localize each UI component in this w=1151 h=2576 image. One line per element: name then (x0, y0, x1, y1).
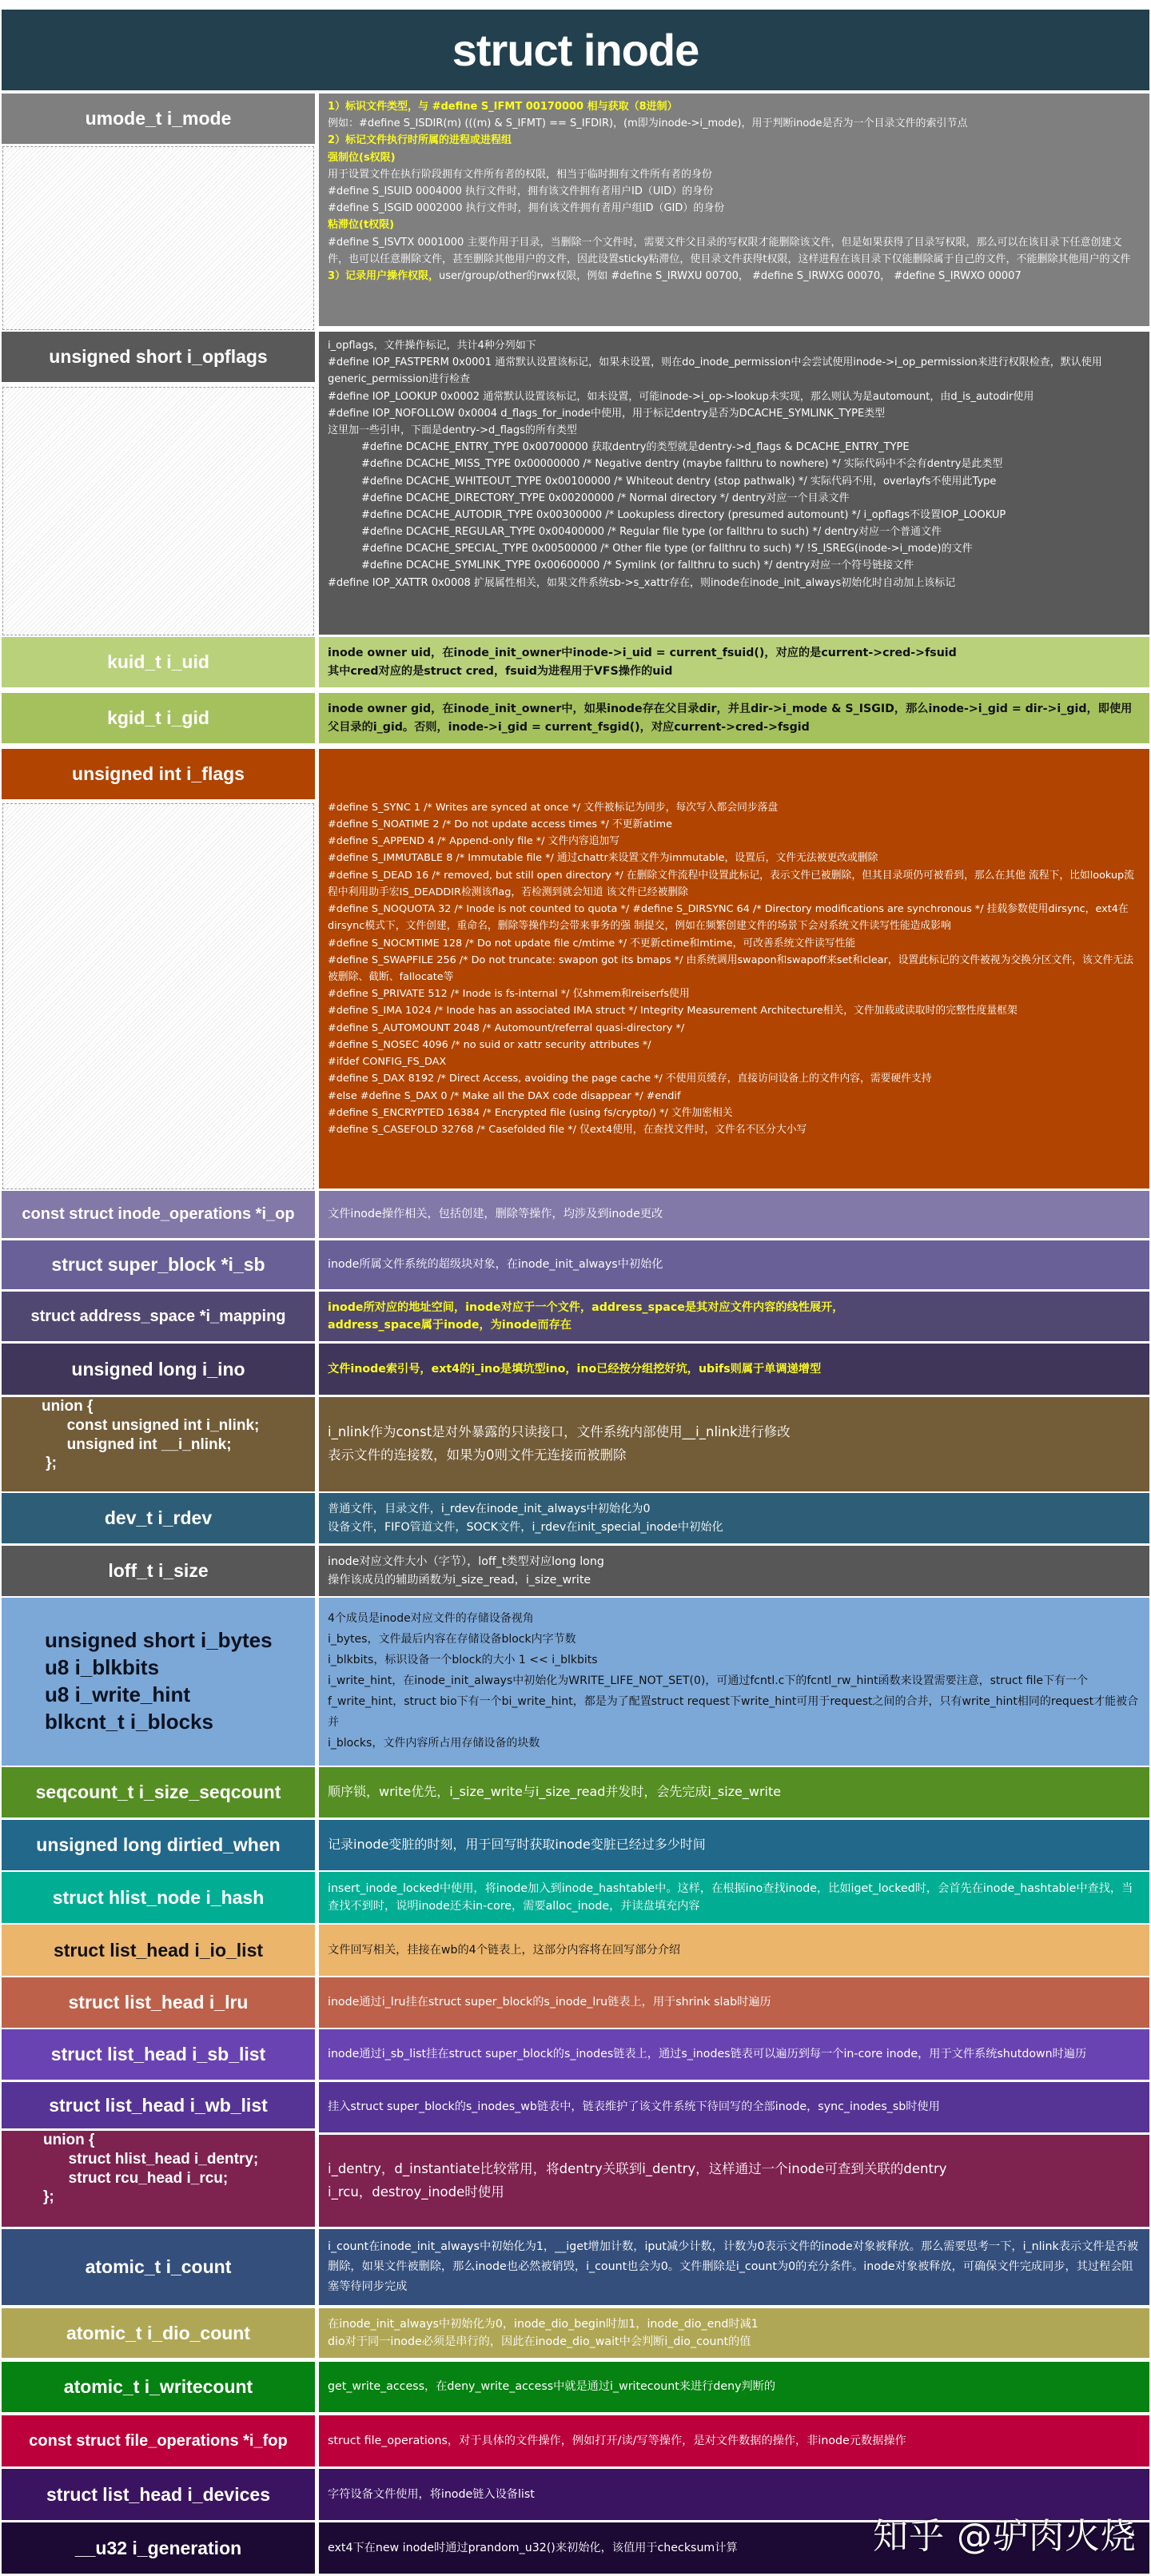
field-description: 文件inode索引号，ext4的i_ino是填坑型ino，ino已经按分组挖好坑，ubifs则属于单调递增型 (319, 1344, 1149, 1395)
field-label: struct list_head i_io_list (2, 1925, 315, 1976)
field-label: struct super_block *i_sb (2, 1240, 315, 1289)
field-description: 挂入struct super_block的s_inodes_wb链表中，链表维护了该文件系统下待回写的全部inode，sync_inodes_sb时使用 (319, 2082, 1149, 2132)
field-label: const struct file_operations *i_fop (2, 2415, 315, 2467)
field-description: #define S_SYNC 1 /* Writes are synced at once */ 文件被标记为同步，每次写入都会同步落盘 #define S_NOATIME 2 /* Do not update access times */ 不更新atime #define S_APPEND 4 /* Append-only file */ 文件内容追加写 #define S_IMMUTABLE 8 /* Immutable file */ 通过chattr来设置文件为immutable，设置后，文件无法被更改或删除 #define S_DEAD 16 /* removed, but still open directory */ 在删除文件流程中设置此标记，表示文件已被删除，但其目录项仍可被看到，那么在其他 流程下，比如lookup流程中利用助手宏IS_DEADDIR检测该flag，若检测到就会知道 该文件已经被删除 #define S_NOQUOTA 32 /* Inode is not counted to quota */ #define S_DIRSYNC 64 /* Directory modifications are synchronous */ 挂载参数使用dirsync，ext4在dirsync模式下，文件创建，重命名，删除等操作均会带来事务的强 制提交，例如在频繁创建文件的场景下会对系统文件读写性能造成影响 #define S_NOCMTIME 128 /* Do not update file c/mtime */ 不更新ctime和mtime，可改善系统文件读写性能 #define S_SWAPFILE 256 /* Do not truncate: swapon got its bmaps */ 由系统调用swapon和swapoff来set和clear，设置此标记的文件被视为交换分区文件，该文件无法被删除、截断、fallocate等 #define S_PRIVATE 512 /* Inode is fs-internal */ 仅shmem和reiserfs使用 #define S_IMA 1024 /* Inode has an associated IMA struct */ Integrity Measurement Architecture相关，文件加载或读取时的完整性度量框架 #define S_AUTOMOUNT 2048 /* Automount/referral quasi-directory */ #define S_NOSEC 4096 /* no suid or xattr security attributes */ #ifdef CONFIG_FS_DAX #define S_DAX 8192 /* Direct Access, avoiding the page cache */ 不使用页缓存，直接访问设备上的文件内容，需要硬件支持 #else #define S_DAX 0 /* Make all the DAX code disappear */ #endif #define S_ENCRYPTED 16384 /* Encrypted file (using fs/crypto/) */ 文件加密相关 #define S_CASEFOLD 32768 /* Casefolded file */ 仅ext4使用，在查找文件时，文件名不区分大小写 (319, 749, 1149, 1188)
title-banner (2, 10, 1149, 90)
field-description: i_count在inode_init_always中初始化为1，__iget增加计数，iput减少计数，计数为0表示文件的inode对象被释放。那么需要思考一下，i_nlink表示文件是否被删除，如果文件被删除，那么inode也必然被销毁，i_count也会为0。文件删除是i_count为0的充分条件。inode对象被释放，可确保文件完成同步，其过程会阻塞等待同步完成 (319, 2229, 1149, 2305)
field-description: 文件回写相关，挂接在wb的4个链表上，这部分内容将在回写部分介绍 (319, 1925, 1149, 1976)
field-description: inode所对应的地址空间，inode对应于一个文件，address_space是其对应文件内容的线性展开， address_space属于inode，为inode而存在 (319, 1292, 1149, 1341)
field-description: i_opflags，文件操作标记，共计4种分列如下 #define IOP_FASTPERM 0x0001 通常默认设置该标记，如果未设置，则在do_inode_permission中会尝试使用inode->i_op_permission来进行权限检查，默认使用generic_permission进行检查 #define IOP_LOOKUP 0x0002 通常默认设置该标记，如未设置，可能inode->i_op->lookup未实现，那么则认为是automount，由d_is_autodir使用 #define IOP_NOFOLLOW 0x0004 d_flags_for_inode中使用，用于标记dentry是否为DCACHE_SYMLINK_TYPE类型 这里加一些引申，下面是dentry->d_flags的所有类型 #define DCACHE_ENTRY_TYPE 0x00700000 获取dentry的类型就是dentry->d_flags & DCACHE_ENTRY_TYPE #define DCACHE_MISS_TYPE 0x00000000 /* Negative dentry (maybe fallthru to nowhere) */ 实际代码中不会有dentry是此类型 #define DCACHE_WHITEOUT_TYPE 0x00100000 /* Whiteout dentry (stop pathwalk) */ 实际代码不用，overlayfs不使用此Type #define DCACHE_DIRECTORY_TYPE 0x00200000 /* Normal directory */ dentry对应一个目录文件 #define DCACHE_AUTODIR_TYPE 0x00300000 /* Lookupless directory (presumed automount) */ i_opflags不设置IOP_LOOKUP #define DCACHE_REGULAR_TYPE 0x00400000 /* Regular file type (or fallthru to such) */ dentry对应一个普通文件 #define DCACHE_SPECIAL_TYPE 0x00500000 /* Other file type (or fallthru to such) */ !S_ISREG(inode->i_mode)的文件 #define DCACHE_SYMLINK_TYPE 0x00600000 /* Symlink (or fallthru to such) */ dentry对应一个符号链接文件 #define IOP_XATTR 0x0008 扩展属性相关，如果文件系统sb->s_xattr存在，则inode在inode_init_always初始化时自动加上该标记 (319, 332, 1149, 635)
field-description: insert_inode_locked中使用，将inode加入到inode_hashtable中。这样，在根据ino查找inode，比如iget_locked时，会首先在inode_hashtable中查找，当查找不到时，说明inode还未in-core，需要alloc_inode，并读盘填充内容 (319, 1872, 1149, 1923)
field-description: i_nlink作为const是对外暴露的只读接口，文件系统内部使用__i_nlink进行修改 表示文件的连接数，如果为0则文件无连接而被删除 (319, 1397, 1149, 1491)
field-label: const struct inode_operations *i_op (2, 1191, 315, 1238)
placeholder-area (2, 146, 314, 330)
field-label: unsigned int i_flags (2, 749, 315, 799)
field-label: loff_t i_size (2, 1546, 315, 1596)
field-description: 字符设备文件使用，将inode链入设备list (319, 2469, 1149, 2520)
field-label: struct list_head i_lru (2, 1977, 315, 2028)
field-label: unsigned short i_bytes u8 i_blkbits u8 i_write_hint blkcnt_t i_blocks (2, 1598, 315, 1766)
field-description: inode owner uid，在inode_init_owner中inode->i_uid = current_fsuid()，对应的是current->cred->fsuid 其中cred对应的是struct cred，fsuid为进程用于VFS操作的uid (319, 637, 1149, 687)
field-label: atomic_t i_writecount (2, 2362, 315, 2412)
field-description: 文件inode操作相关，包括创建，删除等操作，均涉及到inode更改 (319, 1191, 1149, 1238)
watermark: 知乎 @驴肉火烧 (873, 2516, 1137, 2557)
placeholder-area (2, 803, 314, 1189)
field-label: unsigned short i_opflags (2, 332, 315, 382)
placeholder-area (2, 387, 314, 635)
field-description: inode通过i_lru挂在struct super_block的s_inode_lru链表上，用于shrink slab时遍历 (319, 1977, 1149, 2028)
field-description: inode所属文件系统的超级块对象，在inode_init_always中初始化 (319, 1240, 1149, 1289)
field-label: seqcount_t i_size_seqcount (2, 1767, 315, 1818)
field-label: struct hlist_node i_hash (2, 1872, 315, 1923)
page-title: struct inode (452, 25, 699, 75)
field-label: unsigned long i_ino (2, 1344, 315, 1395)
field-label: kuid_t i_uid (2, 637, 315, 687)
field-label: struct list_head i_devices (2, 2469, 315, 2520)
field-label: struct list_head i_wb_list (2, 2082, 315, 2128)
field-label: atomic_t i_count (2, 2229, 315, 2305)
field-description: inode通过i_sb_list挂在struct super_block的s_inodes链表上，通过s_inodes链表可以遍历到每一个in-core inode，用于文件系统shutdown时遍历 (319, 2029, 1149, 2080)
field-label: union { const unsigned int i_nlink; unsigned int __i_nlink; }; (2, 1397, 315, 1491)
field-label: __u32 i_generation (2, 2522, 315, 2574)
field-description: 顺序锁，write优先，i_size_write与i_size_read并发时，会先完成i_size_write (319, 1767, 1149, 1818)
field-description: inode对应文件大小（字节），loff_t类型对应long long 操作该成员的辅助函数为i_size_read，i_size_write (319, 1546, 1149, 1596)
field-label: kgid_t i_gid (2, 693, 315, 743)
field-description: 普通文件，目录文件，i_rdev在inode_init_always中初始化为0 设备文件，FIFO管道文件，SOCK文件，i_rdev在init_special_inode中初始化 (319, 1493, 1149, 1543)
field-description: 在inode_init_always中初始化为0，inode_dio_begin时加1，inode_dio_end时减1 dio对于同一inode必须是串行的，因此在inode_dio_wait中会判断i_dio_count的值 (319, 2308, 1149, 2358)
field-description: ext4下在new inode时通过prandom_u32()来初始化，该值用于checksum计算 (319, 2522, 1149, 2574)
field-label: umode_t i_mode (2, 94, 315, 144)
field-label: dev_t i_rdev (2, 1493, 315, 1543)
field-description: get_write_access，在deny_write_access中就是通过i_writecount来进行deny判断的 (319, 2362, 1149, 2412)
field-description: inode owner gid，在inode_init_owner中，如果inode存在父目录dir，并且dir->i_mode & S_ISGID，那么inode->i_gid = dir->i_gid，即使用父目录的i_gid。否则，inode->i_gid = current_fsgid()，对应current->cred->fsgid (319, 693, 1149, 743)
field-label: struct address_space *i_mapping (2, 1292, 315, 1341)
field-label: unsigned long dirtied_when (2, 1820, 315, 1870)
field-description: 1）标识文件类型，与 #define S_IFMT 00170000 相与获取（8进制） 例如：#define S_ISDIR(m) (((m) & S_IFMT) == S_IFDIR)，(m即为inode->i_mode)，用于判断inode是否为一个目录文件的索引节点 2）标记文件执行时所属的进程或进程组 强制位(s权限) 用于设置文件在执行阶段拥有文件所有者的权限，相当于临时拥有文件所有者的身份 #define S_ISUID 0004000 执行文件时，拥有该文件拥有者用户ID（UID）的身份 #define S_ISGID 0002000 执行文件时，拥有该文件拥有者用户组ID（GID）的身份 粘滞位(t权限) #define S_ISVTX 0001000 主要作用于目录，当删除一个文件时，需要文件父目录的写权限才能删除该文件，但是如果获得了目录写权限，那么可以在该目录下任意创建文件，也可以任意删除文件，甚至删除其他用户的文件，因此设置sticky粘滞位，使目录文件获得t权限，这样进程在该目录下仅能删除属于自己的文件，不能删除其他用户的文件 3）记录用户操作权限，user/group/other的rwx权限，例如 #define S_IRWXU 00700， #define S_IRWXG 00070， #define S_IRWXO 00007 (319, 94, 1149, 326)
field-description: struct file_operations，对于具体的文件操作，例如打开/读/写等操作，是对文件数据的操作，非inode元数据操作 (319, 2415, 1149, 2467)
field-description: i_dentry，d_instantiate比较常用，将dentry关联到i_dentry，这样通过一个inode可查到关联的dentry i_rcu，destroy_inode时使用 (319, 2135, 1149, 2227)
field-description: 4个成员是inode对应文件的存储设备视角 i_bytes，文件最后内容在存储设备block内字节数 i_blkbits，标识设备一个block的大小 1 << i_blkbits i_write_hint，在inode_init_always中初始化为WRITE_LIFE_NOT_SET(0)，可通过fcntl.c下的fcntl_rw_hint函数来设置需要注意，struct file下有一个f_write_hint，struct bio下有一个bi_write_hint，都是为了配置struct request下write_hint可用于request之间的合并，只有write_hint相同的request才能被合并 i_blocks，文件内容所占用存储设备的块数 (319, 1598, 1149, 1766)
field-label: struct list_head i_sb_list (2, 2029, 315, 2080)
field-description: 记录inode变脏的时刻，用于回写时获取inode变脏已经过多少时间 (319, 1820, 1149, 1870)
field-label: union { struct hlist_head i_dentry; struct rcu_head i_rcu; }; (2, 2131, 315, 2227)
field-label: atomic_t i_dio_count (2, 2308, 315, 2358)
